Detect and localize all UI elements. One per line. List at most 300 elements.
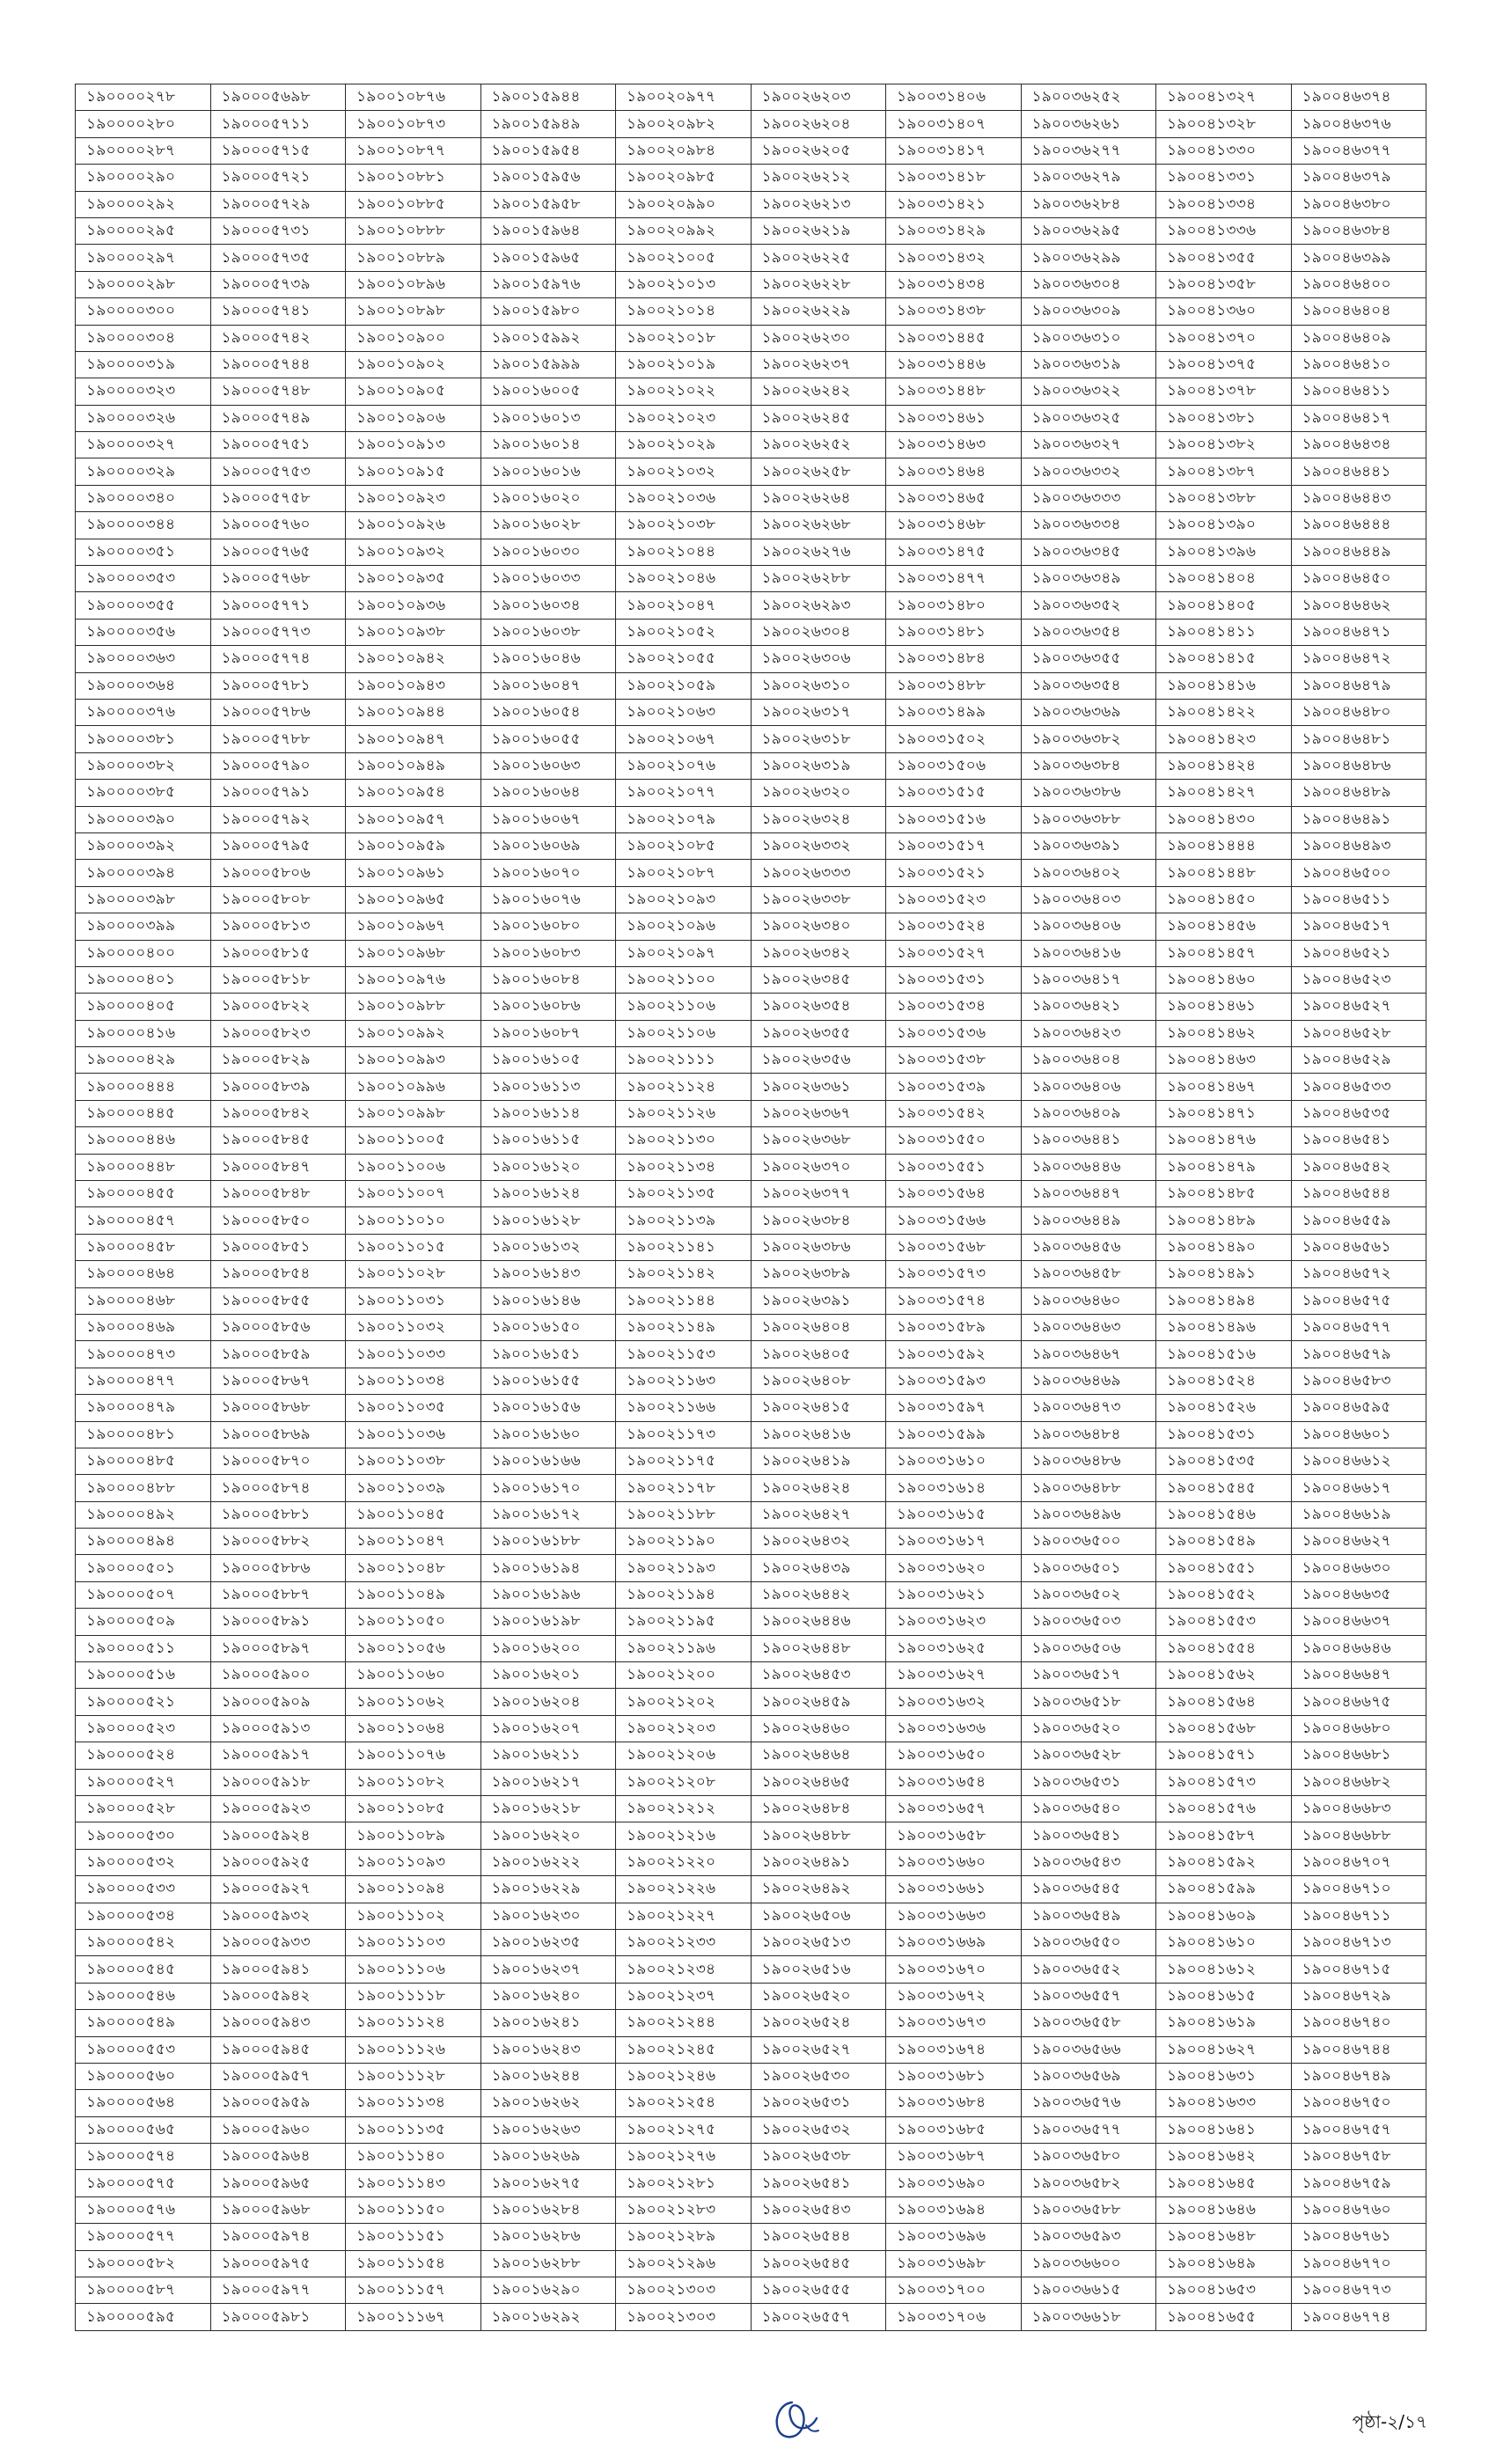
roll-number-cell: ১৯০০৪৬৪১০ (1291, 351, 1426, 378)
roll-number-cell: ১৯০০২১২৪৪ (616, 2010, 752, 2036)
roll-number-cell: ১৯০০০৫৭২৯ (210, 191, 346, 217)
table-row (76, 1181, 1426, 1207)
roll-number-cell: ১৯০০১৬২৮৪ (480, 2196, 616, 2223)
roll-number-cell: ১৯০০৪১৩৩৬ (1156, 217, 1292, 244)
roll-number-cell: ১৯০০১১০৫৬ (346, 1635, 481, 1661)
roll-number-cell: ১৯০০৪৬৭১৩ (1291, 1929, 1426, 1955)
roll-number-cell: ১৯০০৪৬৫৭৭ (1291, 1314, 1426, 1340)
roll-number-cell: ১৯০০৩৬৪২১ (1021, 994, 1156, 1020)
roll-number-cell: ১৯০০০০৩৮৫ (76, 780, 211, 806)
roll-number-cell: ১৯০০২১১৯৫ (616, 1609, 752, 1635)
roll-number-cell: ১৯০০২০৯৯২ (616, 217, 752, 244)
roll-number-cell: ১৯০০০০৫৯৫ (76, 2304, 211, 2330)
roll-number-cell: ১৯০০১০৯৪৭ (346, 726, 481, 752)
roll-number-cell: ১৯০০২১১০৬ (616, 994, 752, 1020)
roll-number-cell: ১৯০০১৬২০৭ (480, 1715, 616, 1742)
roll-number-cell: ১৯০০১৫৯৭৬ (480, 271, 616, 297)
roll-number-cell: ১৯০০৪১৪৫৭ (1156, 940, 1292, 966)
roll-number-cell: ১৯০০১০৯৯২ (346, 1020, 481, 1046)
roll-number-cell: ১৯০০৪৬৫৭৯ (1291, 1341, 1426, 1368)
roll-number-cell: ১৯০০৪৬৩৭৯ (1291, 165, 1426, 191)
roll-number-cell: ১৯০০২৬৪৩২ (751, 1529, 886, 1555)
roll-number-cell: ১৯০০১৬১৬০ (480, 1421, 616, 1448)
roll-number-cell: ১৯০০১৬১০৫ (480, 1047, 616, 1074)
roll-number-cell: ১৯০০৩১৬৯৪ (886, 2196, 1022, 2223)
roll-number-cell: ১৯০০২৬২২৯ (751, 298, 886, 325)
roll-number-cell: ১৯০০২৬২২৫ (751, 245, 886, 271)
roll-number-cell: ১৯০০২৬৫৩২ (751, 2116, 886, 2143)
roll-number-cell: ১৯০০০৫৭৩৯ (210, 271, 346, 297)
roll-number-cell: ১৯০০৩১৫৬৮ (886, 1234, 1022, 1260)
roll-number-cell: ১৯০০৪৬৬৮৩ (1291, 1796, 1426, 1822)
roll-number-cell: ১৯০০২১২৭৫ (616, 2116, 752, 2143)
roll-number-cell: ১৯০০৪৬৪৪৯ (1291, 539, 1426, 565)
roll-number-cell: ১৯০০০০৫২৮ (76, 1796, 211, 1822)
roll-number-cell: ১৯০০৪১৫৭১ (1156, 1742, 1292, 1769)
table-row (76, 1127, 1426, 1154)
roll-number-cell: ১৯০০১০৯৫৯ (346, 832, 481, 859)
roll-number-cell: ১৯০০৪১৩৮১ (1156, 405, 1292, 431)
roll-number-cell: ১৯০০২১২০৮ (616, 1769, 752, 1795)
roll-number-cell: ১৯০০২১০৫৫ (616, 646, 752, 672)
table-row (76, 1207, 1426, 1234)
roll-number-cell: ১৯০০৩৬৩২৫ (1021, 405, 1156, 431)
roll-number-cell: ১৯০০১০৯৫৭ (346, 806, 481, 832)
roll-number-cell: ১৯০০২৬৪৫৩ (751, 1662, 886, 1689)
roll-number-cell: ১৯০০৪১৪২৪ (1156, 752, 1292, 779)
roll-number-cell: ১৯০০৩৬৪৯৬ (1021, 1501, 1156, 1528)
roll-number-cell: ১৯০০১১০৮২ (346, 1769, 481, 1795)
roll-number-cell: ১৯০০১১০৮৯ (346, 1822, 481, 1849)
roll-number-cell: ১৯০০৩৬৩২৭ (1021, 432, 1156, 458)
roll-number-cell: ১৯০০১৫৯৪৯ (480, 111, 616, 137)
roll-number-cell: ১৯০০৩১৬৮১ (886, 2063, 1022, 2089)
roll-number-cell: ১৯০০২৬৪০৫ (751, 1341, 886, 1368)
roll-number-cell: ১৯০০২৬৫২৭ (751, 2036, 886, 2063)
roll-number-cell: ১৯০০১১১৫৪ (346, 2250, 481, 2277)
roll-number-cell: ১৯০০০০৩৯০ (76, 806, 211, 832)
roll-number-cell: ১৯০০১৬০৫৪ (480, 699, 616, 725)
roll-number-cell: ১৯০০২১১৬৩ (616, 1368, 752, 1394)
roll-number-cell: ১৯০০২৬৫৩১ (751, 2090, 886, 2116)
roll-number-cell: ১৯০০৪১৫৩১ (1156, 1421, 1292, 1448)
roll-number-cell: ১৯০০৪১৬১৯ (1156, 2010, 1292, 2036)
roll-number-cell: ১৯০০১১০৩৫ (346, 1395, 481, 1421)
roll-number-cell: ১৯০০৪৬৫৯৫ (1291, 1395, 1426, 1421)
roll-number-cell: ১৯০০০০৫১১ (76, 1635, 211, 1661)
roll-number-cell: ১৯০০২১০২৯ (616, 432, 752, 458)
roll-number-cell: ১৯০০৪১৫৪৯ (1156, 1529, 1292, 1555)
roll-number-cell: ১৯০০৩১৬২৩ (886, 1609, 1022, 1635)
roll-number-cell: ১৯০০০৫৭৬৫ (210, 539, 346, 565)
roll-number-cell: ১৯০০৪১৪৭৬ (1156, 1127, 1292, 1154)
roll-number-cell: ১৯০০৩১৬৬৯ (886, 1929, 1022, 1955)
roll-number-cell: ১৯০০১০৯৪৩ (346, 672, 481, 699)
roll-number-cell: ১৯০০০৫৮৮৬ (210, 1555, 346, 1581)
roll-number-cell: ১৯০০৩১৬১৫ (886, 1501, 1022, 1528)
roll-number-cell: ১৯০০৩১৬৭৩ (886, 2010, 1022, 2036)
roll-number-cell: ১৯০০২১১১১ (616, 1047, 752, 1074)
roll-number-cell: ১৯০০২০৯৮৪ (616, 137, 752, 164)
roll-number-cell: ১৯০০২৬৩২০ (751, 780, 886, 806)
roll-number-cell: ১৯০০২৬২৩০ (751, 325, 886, 351)
roll-number-cell: ১৯০০৪১৪৬০ (1156, 966, 1292, 993)
roll-number-cell: ১৯০০০৫৯৬৮ (210, 2196, 346, 2223)
table-row (76, 1769, 1426, 1795)
roll-number-cell: ১৯০০০৫৯৬০ (210, 2116, 346, 2143)
table-row (76, 1742, 1426, 1769)
roll-number-cell: ১৯০০২৬৫৫৭ (751, 2304, 886, 2330)
roll-number-cell: ১৯০০০৫৯১৮ (210, 1769, 346, 1795)
roll-number-cell: ১৯০০৩১৬৭৪ (886, 2036, 1022, 2063)
roll-number-cell: ১৯০০০৫৭৪৪ (210, 351, 346, 378)
roll-number-cell: ১৯০০২৬৫২৪ (751, 2010, 886, 2036)
roll-number-cell: ১৯০০৪১৪৮৫ (1156, 1181, 1292, 1207)
roll-number-cell: ১৯০০৩৬৪৫৮ (1021, 1261, 1156, 1287)
roll-number-cell: ১৯০০১০৯১৩ (346, 432, 481, 458)
roll-number-cell: ১৯০০০০৫২৭ (76, 1769, 211, 1795)
table-row (76, 780, 1426, 806)
roll-number-cell: ১৯০০২১০১৪ (616, 298, 752, 325)
roll-number-cell: ১৯০০০০৪৪৪ (76, 1074, 211, 1100)
roll-number-cell: ১৯০০১০৮৮৯ (346, 245, 481, 271)
roll-number-cell: ১৯০০৩৬৫০২ (1021, 1581, 1156, 1608)
roll-number-cell: ১৯০০৩৬৪৮৬ (1021, 1448, 1156, 1474)
roll-number-cell: ১৯০০১৬১৯৬ (480, 1581, 616, 1608)
roll-number-cell: ১৯০০১৬২৬৩ (480, 2116, 616, 2143)
roll-number-cell: ১৯০০৩১৬৫৪ (886, 1769, 1022, 1795)
roll-number-cell: ১৯০০৪৬৭৪৯ (1291, 2063, 1426, 2089)
roll-number-cell: ১৯০০২৬৩৬১ (751, 1074, 886, 1100)
roll-number-cell: ১৯০০৩১৪৮৪ (886, 646, 1022, 672)
roll-number-cell: ১৯০০৩১৫১৭ (886, 832, 1022, 859)
roll-number-cell: ১৯০০০০২৯৫ (76, 217, 211, 244)
roll-number-cell: ১৯০০০০৪৪৬ (76, 1127, 211, 1154)
roll-number-cell: ১৯০০২৬৪৬৪ (751, 1742, 886, 1769)
roll-number-cell: ১৯০০২১১৩৯ (616, 1207, 752, 1234)
roll-number-cell: ১৯০০২৬২৪৫ (751, 405, 886, 431)
roll-number-cell: ১৯০০৩৬৫৫৮ (1021, 2010, 1156, 2036)
table-row (76, 245, 1426, 271)
roll-number-cell: ১৯০০৪৬৭৭০ (1291, 2250, 1426, 2277)
roll-number-cell: ১৯০০০৫৯০০ (210, 1662, 346, 1689)
roll-number-cell: ১৯০০১০৯৯৮ (346, 1100, 481, 1126)
roll-number-cell: ১৯০০০৫৭৯২ (210, 806, 346, 832)
roll-number-cell: ১৯০০৪১৪৭৯ (1156, 1154, 1292, 1180)
roll-number-cell: ১৯০০০৫৯৪১ (210, 1956, 346, 1983)
roll-number-cell: ১৯০০১৬২৯২ (480, 2304, 616, 2330)
roll-number-cell: ১৯০০৩১৫৩৯ (886, 1074, 1022, 1100)
roll-number-cell: ১৯০০৩১৫৩১ (886, 966, 1022, 993)
roll-number-cell: ১৯০০০৫৮৪৫ (210, 1127, 346, 1154)
table-row (76, 1100, 1426, 1126)
table-row (76, 646, 1426, 672)
roll-number-cell: ১৯০০১০৯৯৩ (346, 1047, 481, 1074)
roll-number-cell: ১৯০০৩১৫৬৬ (886, 1207, 1022, 1234)
roll-number-cell: ১৯০০১১০১৫ (346, 1234, 481, 1260)
roll-number-cell: ১৯০০৩৬৫৬৬ (1021, 2036, 1156, 2063)
roll-number-cell: ১৯০০৪১৬৪২ (1156, 2144, 1292, 2170)
roll-number-cell: ১৯০০৩১৫৯৭ (886, 1395, 1022, 1421)
roll-number-cell: ১৯০০২৬৪০৮ (751, 1368, 886, 1394)
roll-number-cell: ১৯০০২১২৩৭ (616, 1983, 752, 2009)
roll-number-cell: ১৯০০৪১৩৮২ (1156, 432, 1292, 458)
roll-number-cell: ১৯০০৪৬৬৪৬ (1291, 1635, 1426, 1661)
roll-number-cell: ১৯০০০৫৯৪৫ (210, 2036, 346, 2063)
roll-number-cell: ১৯০০১৬২৩৭ (480, 1956, 616, 1983)
roll-number-cell: ১৯০০০০৩৪০ (76, 485, 211, 511)
roll-number-cell: ১৯০০০০৫৩৪ (76, 1903, 211, 1929)
roll-number-cell: ১৯০০৪১৪১৫ (1156, 646, 1292, 672)
roll-number-cell: ১৯০০৩১৬২৭ (886, 1662, 1022, 1689)
roll-number-cell: ১৯০০২১০৭৭ (616, 780, 752, 806)
roll-number-cell: ১৯০০০০৪২৯ (76, 1047, 211, 1074)
roll-number-cell: ১৯০০২৬২২৮ (751, 271, 886, 297)
roll-number-cell: ১৯০০৩৬৫৮৮ (1021, 2196, 1156, 2223)
roll-number-cell: ১৯০০২১০৮৫ (616, 832, 752, 859)
roll-number-cell: ১৯০০২১১৭৫ (616, 1448, 752, 1474)
roll-number-cell: ১৯০০০০৫৫৩ (76, 2036, 211, 2063)
roll-number-cell: ১৯০০৩৬৩২২ (1021, 378, 1156, 405)
roll-number-cell: ১৯০০০৫৭৭৩ (210, 619, 346, 645)
roll-number-cell: ১৯০০২১০১৮ (616, 325, 752, 351)
roll-number-cell: ১৯০০০০৪৮৫ (76, 1448, 211, 1474)
roll-number-cell: ১৯০০০০৫০৯ (76, 1609, 211, 1635)
table-row (76, 458, 1426, 485)
table-row (76, 325, 1426, 351)
roll-number-cell: ১৯০০১১০২৮ (346, 1261, 481, 1287)
table-row (76, 2304, 1426, 2330)
roll-number-cell: ১৯০০১১১১৮ (346, 1983, 481, 2009)
roll-number-cell: ১৯০০৪১৫৭৬ (1156, 1796, 1292, 1822)
roll-number-cell: ১৯০০৪১৪৪৮ (1156, 860, 1292, 886)
roll-number-cell: ১৯০০৪১৫৯২ (1156, 1849, 1292, 1875)
table-row (76, 2144, 1426, 2170)
table-row (76, 539, 1426, 565)
roll-number-cell: ১৯০০১৬১৯৮ (480, 1609, 616, 1635)
table-row (76, 1903, 1426, 1929)
roll-number-cell: ১৯০০৩১৬৭০ (886, 1956, 1022, 1983)
roll-number-cell: ১৯০০২৬৪৪৬ (751, 1609, 886, 1635)
table-row (76, 2277, 1426, 2304)
roll-number-cell: ১৯০০০৫৭৬৮ (210, 566, 346, 592)
roll-number-cell: ১৯০০৪৬৩৮০ (1291, 191, 1426, 217)
roll-number-cell: ১৯০০১০৯৬৮ (346, 940, 481, 966)
roll-number-cell: ১৯০০১৬০৩৮ (480, 619, 616, 645)
table-row (76, 1154, 1426, 1180)
roll-number-cell: ১৯০০৩১৬১৪ (886, 1475, 1022, 1501)
roll-number-cell: ১৯০০১৬০৭৬ (480, 886, 616, 913)
roll-number-cell: ১৯০০২৬৩৪২ (751, 940, 886, 966)
roll-number-cell: ১৯০০২৬৪৯২ (751, 1876, 886, 1903)
roll-number-cell: ১৯০০১১০৭৬ (346, 1742, 481, 1769)
roll-number-cell: ১৯০০২১১৭৩ (616, 1421, 752, 1448)
roll-number-cell: ১৯০০১০৮৭৭ (346, 137, 481, 164)
roll-number-cell: ১৯০০২৬২৪২ (751, 378, 886, 405)
roll-number-cell: ১৯০০২১১৯৩ (616, 1555, 752, 1581)
roll-number-cell: ১৯০০২১১৪৪ (616, 1287, 752, 1314)
roll-number-cell: ১৯০০৩৬৪৪৬ (1021, 1154, 1156, 1180)
roll-number-cell: ১৯০০২৬৫৫৫ (751, 2277, 886, 2304)
roll-number-cell: ১৯০০১৬১৩২ (480, 1234, 616, 1260)
roll-number-cell: ১৯০০৪৬৬০১ (1291, 1421, 1426, 1448)
roll-number-cell: ১৯০০২১২৫৪ (616, 2090, 752, 2116)
roll-number-cell: ১৯০০২১১২৪ (616, 1074, 752, 1100)
roll-number-cell: ১৯০০৩৬৪৪৯ (1021, 1207, 1156, 1234)
roll-number-cell: ১৯০০০০৩৮২ (76, 752, 211, 779)
roll-number-cell: ১৯০০১৬১২০ (480, 1154, 616, 1180)
roll-number-cell: ১৯০০৪৬৫৪১ (1291, 1127, 1426, 1154)
table-row (76, 191, 1426, 217)
roll-number-cell: ১৯০০১১১৫১ (346, 2224, 481, 2250)
roll-number-cell: ১৯০০৪৬৪৭২ (1291, 646, 1426, 672)
roll-number-cell: ১৯০০১৬১১৫ (480, 1127, 616, 1154)
roll-number-cell: ১৯০০৪১৫৬৪ (1156, 1689, 1292, 1715)
roll-number-cell: ১৯০০১১১০৬ (346, 1956, 481, 1983)
table-row (76, 111, 1426, 137)
table-row (76, 1609, 1426, 1635)
roll-number-cell: ১৯০০৪৬৪৩৪ (1291, 432, 1426, 458)
roll-number-cell: ১৯০০৪১৪২২ (1156, 699, 1292, 725)
roll-number-cell: ১৯০০২৬৪৩৯ (751, 1555, 886, 1581)
roll-number-cell: ১৯০০৩১৬৯০ (886, 2170, 1022, 2196)
roll-number-cell: ১৯০০৪৬৪৪১ (1291, 458, 1426, 485)
roll-number-cell: ১৯০০২১০৬৭ (616, 726, 752, 752)
roll-number-cell: ১৯০০১১০৪৭ (346, 1529, 481, 1555)
roll-number-cell: ১৯০০২১২১২ (616, 1796, 752, 1822)
roll-number-cell: ১৯০০৪৬৫৮৩ (1291, 1368, 1426, 1394)
roll-number-cell: ১৯০০০৫৯১৩ (210, 1715, 346, 1742)
table-row (76, 165, 1426, 191)
roll-number-cell: ১৯০০০৫৮৫০ (210, 1207, 346, 1234)
roll-number-cell: ১৯০০৩৬৩৮৪ (1021, 752, 1156, 779)
roll-number-cell: ১৯০০৪১৫২৪ (1156, 1368, 1292, 1394)
roll-number-cell: ১৯০০১৬১৫৬ (480, 1395, 616, 1421)
roll-number-cell: ১৯০০৩১৬৩৬ (886, 1715, 1022, 1742)
roll-number-cell: ১৯০০০০৪৮১ (76, 1421, 211, 1448)
roll-number-cell: ১৯০০১১০৬০ (346, 1662, 481, 1689)
roll-number-cell: ১৯০০০০৩৫১ (76, 539, 211, 565)
roll-number-cell: ১৯০০৩১৫৩৪ (886, 994, 1022, 1020)
roll-number-cell: ১৯০০২১২৮১ (616, 2170, 752, 2196)
roll-number-cell: ১৯০০০৫৮১৫ (210, 940, 346, 966)
roll-number-cell: ১৯০০২৬৩৫৬ (751, 1047, 886, 1074)
roll-number-cell: ১৯০০৪১৩২৭ (1156, 84, 1292, 111)
roll-number-cell: ১৯০০৩১৪১৮ (886, 165, 1022, 191)
roll-number-cell: ১৯০০৩১৫৫১ (886, 1154, 1022, 1180)
roll-number-cell: ১৯০০০৫৮৫৬ (210, 1314, 346, 1340)
roll-number-cell: ১৯০০৩১৪৪৮ (886, 378, 1022, 405)
roll-number-cell: ১৯০০১০৮৯৮ (346, 298, 481, 325)
roll-number-cell: ১৯০০১৬২৪৩ (480, 2036, 616, 2063)
roll-number-cell: ১৯০০৪৬৪০৯ (1291, 325, 1426, 351)
roll-number-cell: ১৯০০১০৮৮৫ (346, 191, 481, 217)
roll-number-cell: ১৯০০০৫৯২৭ (210, 1876, 346, 1903)
roll-number-cell: ১৯০০৪১৪৬২ (1156, 1020, 1292, 1046)
roll-number-cell: ১৯০০৩১৪৬৫ (886, 485, 1022, 511)
roll-number-cell: ১৯০০৩৬৫০৬ (1021, 1635, 1156, 1661)
roll-number-cell: ১৯০০০৫৮৭৪ (210, 1475, 346, 1501)
roll-number-cell: ১৯০০৪৬৫৪৪ (1291, 1181, 1426, 1207)
roll-number-cell: ১৯০০১০৯৭৬ (346, 966, 481, 993)
roll-number-cell: ১৯০০১১০৯৪ (346, 1876, 481, 1903)
roll-number-cell: ১৯০০৪৬৭৫৭ (1291, 2116, 1426, 2143)
roll-number-cell: ১৯০০৪১৩৭০ (1156, 325, 1292, 351)
table-row (76, 1983, 1426, 2009)
roll-number-cell: ১৯০০০০৪৫৮ (76, 1234, 211, 1260)
roll-number-cell: ১৯০০৪১৩৮৮ (1156, 485, 1292, 511)
roll-number-cell: ১৯০০৪১৩৮৭ (1156, 458, 1292, 485)
roll-number-cell: ১৯০০২৬৩৩৩ (751, 860, 886, 886)
roll-number-cell: ১৯০০৩১৭০০ (886, 2277, 1022, 2304)
roll-number-cell: ১৯০০১০৮৭৩ (346, 111, 481, 137)
table-row (76, 1475, 1426, 1501)
roll-number-cell: ১৯০০৩৬৫৪৩ (1021, 1849, 1156, 1875)
roll-number-cell: ১৯০০৩১৬৬৩ (886, 1903, 1022, 1929)
roll-number-cell: ১৯০০১৬০০৫ (480, 378, 616, 405)
roll-number-cell: ১৯০০০০৪৬৮ (76, 1287, 211, 1314)
roll-number-cell: ১৯০০৪১৬৪৬ (1156, 2196, 1292, 2223)
roll-number-cell: ১৯০০৩৬৫৯৩ (1021, 2224, 1156, 2250)
roll-number-cell: ১৯০০৩১৪২১ (886, 191, 1022, 217)
roll-number-cell: ১৯০০০৫৮৯৭ (210, 1635, 346, 1661)
roll-number-cell: ১৯০০০৫৮২৯ (210, 1047, 346, 1074)
roll-number-cell: ১৯০০০৫৯৪২ (210, 1983, 346, 2009)
roll-number-cell: ১৯০০০৫৮৩৯ (210, 1074, 346, 1100)
roll-number-cell: ১৯০০৩৬৪৬০ (1021, 1287, 1156, 1314)
roll-number-cell: ১৯০০৪১৫৫৪ (1156, 1635, 1292, 1661)
roll-number-cell: ১৯০০০৫৮১৮ (210, 966, 346, 993)
roll-number-cell: ১৯০০০০৫০১ (76, 1555, 211, 1581)
roll-number-cell: ১৯০০১০৯০২ (346, 351, 481, 378)
roll-number-cell: ১৯০০০০৫৪৬ (76, 1983, 211, 2009)
roll-number-cell: ১৯০০৪৬৫২৯ (1291, 1047, 1426, 1074)
roll-number-cell: ১৯০০১০৯৬৭ (346, 913, 481, 940)
roll-number-cell: ১৯০০১৬২১১ (480, 1742, 616, 1769)
roll-number-cell: ১৯০০১০৯৯৬ (346, 1074, 481, 1100)
roll-number-cell: ১৯০০০৫৯৬৫ (210, 2170, 346, 2196)
roll-number-cell: ১৯০০৩৬৫৭৬ (1021, 2090, 1156, 2116)
roll-number-cell: ১৯০০৪১৩৫৮ (1156, 271, 1292, 297)
roll-number-cell: ১৯০০০৫৭৭৪ (210, 646, 346, 672)
roll-number-cell: ১৯০০১৬২১৭ (480, 1769, 616, 1795)
roll-number-cell: ১৯০০২৬৫১৩ (751, 1929, 886, 1955)
roll-number-cell: ১৯০০৪৬৬১৯ (1291, 1501, 1426, 1528)
roll-number-cell: ১৯০০২১২৮৩ (616, 2196, 752, 2223)
roll-number-cell: ১৯০০২১২০৩ (616, 1715, 752, 1742)
roll-number-cell: ১৯০০৩৬৫১৮ (1021, 1689, 1156, 1715)
roll-number-cell: ১৯০০৪৬৭১১ (1291, 1903, 1426, 1929)
table-row (76, 1581, 1426, 1608)
roll-number-cell: ১৯০০২০৯৯০ (616, 191, 752, 217)
roll-number-cell: ১৯০০৪৬৬২৭ (1291, 1529, 1426, 1555)
roll-number-cell: ১৯০০৪৬৬৮২ (1291, 1769, 1426, 1795)
roll-number-cell: ১৯০০৩১৪৬৩ (886, 432, 1022, 458)
roll-number-cell: ১৯০০২৬৪৬০ (751, 1715, 886, 1742)
roll-number-cell: ১৯০০১৬০৮০ (480, 913, 616, 940)
table-row (76, 619, 1426, 645)
roll-number-cell: ১৯০০১৫৯৮০ (480, 298, 616, 325)
table-row (76, 566, 1426, 592)
table-row (76, 1529, 1426, 1555)
roll-number-cell: ১৯০০২৬৪২৪ (751, 1475, 886, 1501)
roll-number-cell: ১৯০০৩১৫৯৩ (886, 1368, 1022, 1394)
roll-number-cell: ১৯০০১৬২২২ (480, 1849, 616, 1875)
table-body (76, 84, 1426, 2331)
roll-number-cell: ১৯০০৩১৫৩৬ (886, 1020, 1022, 1046)
roll-number-cell: ১৯০০৩৬৫১৭ (1021, 1662, 1156, 1689)
roll-number-cell: ১৯০০৪১৫৯৯ (1156, 1876, 1292, 1903)
